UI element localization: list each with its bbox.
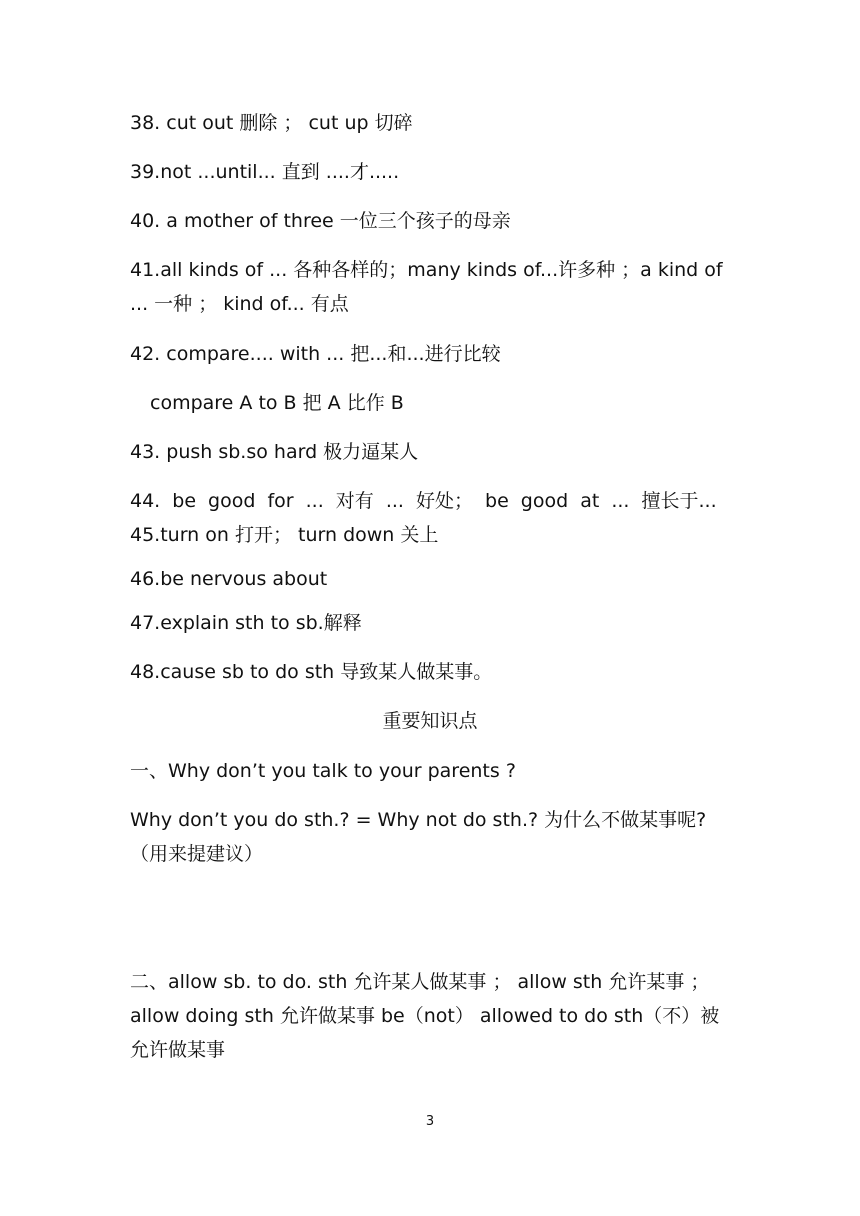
section-2-body: 二、allow sb. to do. sth 允许某人做某事 ； allow sth 允许某事 ；allow doing sth 允许做某事 be（not） allowed to do sth（不）被允许做某事 [130,971,720,1061]
section-1-body: Why don’t you do sth.? = Why not do sth.? 为什么不做某事呢? （用来提建议） [130,809,707,865]
phrase-42-compare-to: compare A to B 把 A 比作 B [150,392,404,414]
phrase-45: 45.turn on 打开； turn down 关上 [130,524,439,546]
page-number: 3 [425,1114,435,1129]
phrase-44: 44. be good for ... 对有 ... 好处； be good at ... 擅长于... [130,490,717,512]
section-title: 重要知识点 [382,710,478,732]
phrase-47: 47.explain sth to sb.解释 [130,612,362,634]
phrase-38: 38. cut out 删除 ； cut up 切碎 [130,112,413,134]
phrase-48: 48.cause sb to do sth 导致某人做某事。 [130,661,493,683]
phrase-41: 41.all kinds of ... 各种各样的；many kinds of...许多种 ；a kind of ... 一种 ； kind of... 有点 [130,259,723,315]
phrase-42: 42. compare.... with ... 把...和...进行比较 [130,343,501,365]
section-1-heading: 一、Why don’t you talk to your parents ? [130,760,516,782]
phrase-46: 46.be nervous about [130,568,328,590]
phrase-40: 40. a mother of three 一位三个孩子的母亲 [130,210,511,232]
phrase-43: 43. push sb.so hard 极力逼某人 [130,441,419,463]
phrase-39: 39.not ...until... 直到 ....才..... [130,161,400,183]
